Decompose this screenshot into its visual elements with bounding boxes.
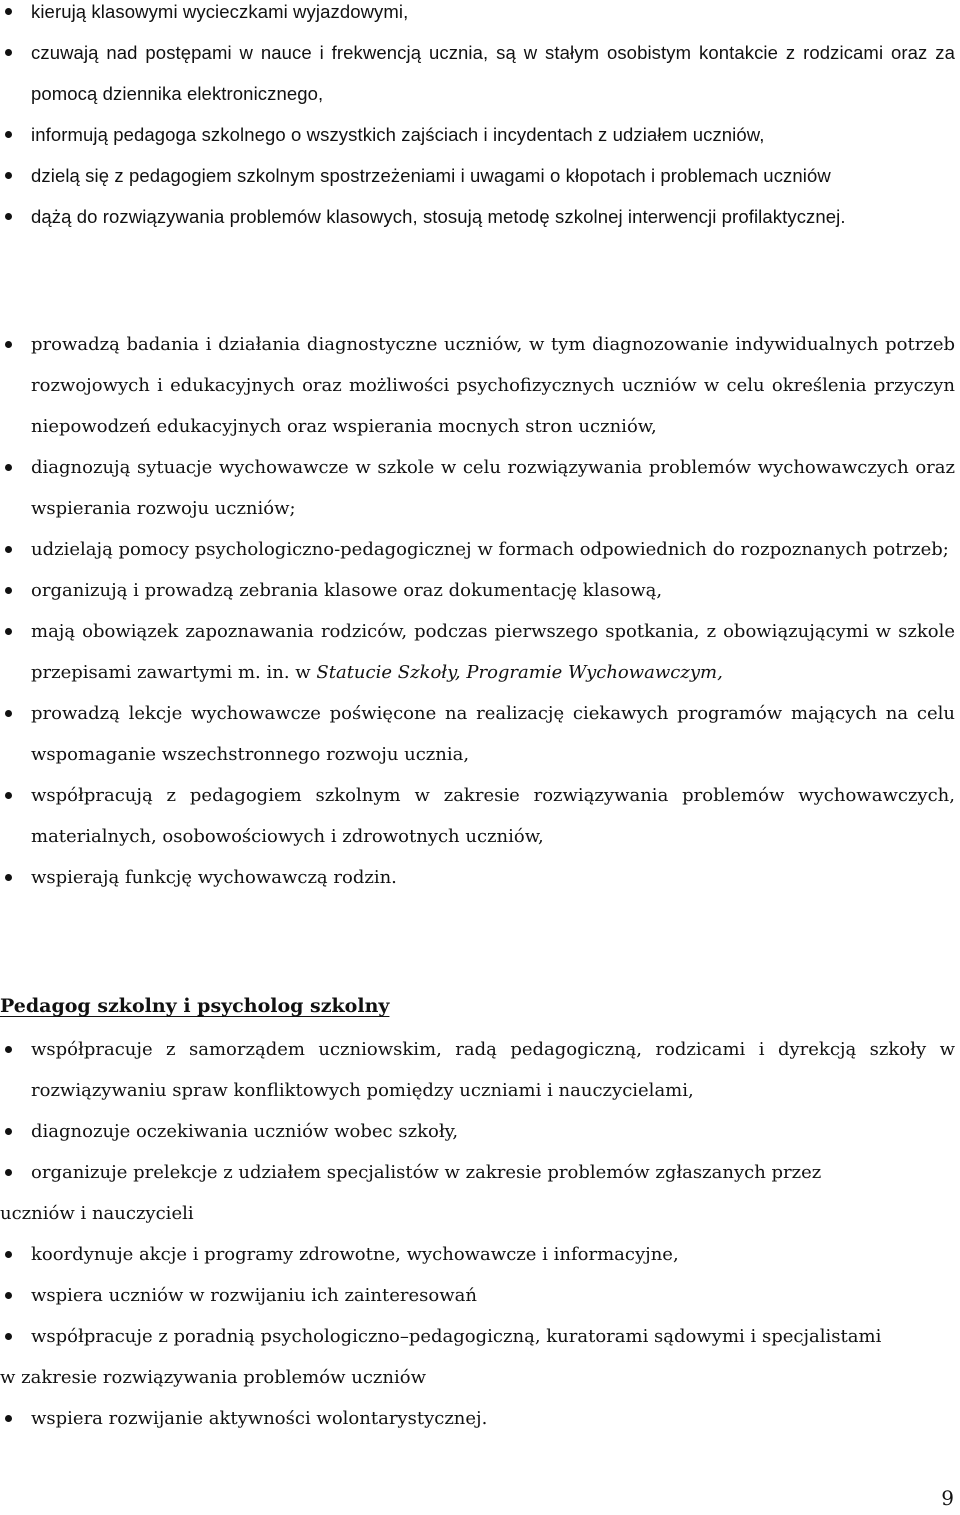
list-item: czuwają nad postępami w nauce i frekwencją ucznia, są w stałym osobistym kontakcie z rodzicami oraz za pomocą dziennika elektronicznego, bbox=[31, 32, 955, 114]
list-item: prowadzą lekcje wychowawcze poświęcone na realizację ciekawych programów mających na celu wspomaganie wszechstronnego rozwoju ucznia, bbox=[31, 693, 955, 775]
list-item-statute bbox=[31, 611, 955, 693]
list-item-hanging bbox=[0, 1316, 955, 1398]
statute-italic-text: Statucie Szkoły, Programie Wychowawczym, bbox=[316, 662, 723, 683]
list-item-continuation: uczniów i nauczycieli bbox=[0, 1203, 194, 1224]
list-item: diagnozują sytuacje wychowawcze w szkole w celu rozwiązywania problemów wychowawczych oraz wspierania rozwoju uczniów; bbox=[31, 447, 955, 529]
list-item: współpracuje z samorządem uczniowskim, radą pedagogiczną, rodzicami i dyrekcją szkoły w rozwiązywaniu spraw konfliktowych pomiędzy uczniami i nauczycielami, bbox=[31, 1029, 955, 1111]
list-item-hanging bbox=[0, 1152, 955, 1234]
list-item: dzielą się z pedagogiem szkolnym spostrzeżeniami i uwagami o kłopotach i problemach uczniów bbox=[31, 155, 955, 196]
teacher-duties-list-part1 bbox=[31, 0, 955, 237]
pedagogue-duties-list bbox=[0, 1029, 955, 1439]
list-item-continuation: w zakresie rozwiązywania problemów uczniów bbox=[0, 1367, 426, 1388]
statute-text: mają obowiązek zapoznawania rodziców, podczas pierwszego spotkania, z obowiązującymi w szkole przepisami zawartymi m. in. w bbox=[31, 621, 955, 683]
list-item: wspierają funkcję wychowawczą rodzin. bbox=[31, 857, 955, 898]
list-item: udzielają pomocy psychologiczno-pedagogicznej w formach odpowiednich do rozpoznanych potrzeb; bbox=[31, 529, 955, 570]
list-item: współpracują z pedagogiem szkolnym w zakresie rozwiązywania problemów wychowawczych, materialnych, osobowościowych i zdrowotnych uczniów, bbox=[31, 775, 955, 857]
list-item: koordynuje akcje i programy zdrowotne, wychowawcze i informacyjne, bbox=[31, 1234, 955, 1275]
teacher-duties-list-part2 bbox=[31, 324, 955, 898]
list-item: wspiera uczniów w rozwijaniu ich zainteresowań bbox=[31, 1275, 955, 1316]
list-item: dążą do rozwiązywania problemów klasowych, stosują metodę szkolnej interwencji profilaktycznej. bbox=[31, 196, 955, 237]
list-item: informują pedagoga szkolnego o wszystkich zajściach i incydentach z udziałem uczniów, bbox=[31, 114, 955, 155]
section-heading: Pedagog szkolny i psycholog szkolny bbox=[0, 995, 390, 1017]
list-item: kierują klasowymi wycieczkami wyjazdowymi, bbox=[31, 0, 955, 32]
list-item-first-line: współpracuje z poradnią psychologiczno–pedagogiczną, kuratorami sądowymi i specjalistami bbox=[31, 1326, 882, 1347]
list-item: wspiera rozwijanie aktywności wolontarystycznej. bbox=[31, 1398, 955, 1439]
list-item-first-line: organizuje prelekcje z udziałem specjalistów w zakresie problemów zgłaszanych przez bbox=[31, 1162, 822, 1183]
list-item: diagnozuje oczekiwania uczniów wobec szkoły, bbox=[31, 1111, 955, 1152]
page-number: 9 bbox=[941, 1486, 954, 1510]
list-item: prowadzą badania i działania diagnostyczne uczniów, w tym diagnozowanie indywidualnych potrzeb rozwojowych i edukacyjnych oraz możliwości psychofizycznych uczniów w celu określenia przyczyn niepowodzeń edukacyjnych oraz wspierania mocnych stron uczniów, bbox=[31, 324, 955, 447]
list-item: organizują i prowadzą zebrania klasowe oraz dokumentację klasową, bbox=[31, 570, 955, 611]
